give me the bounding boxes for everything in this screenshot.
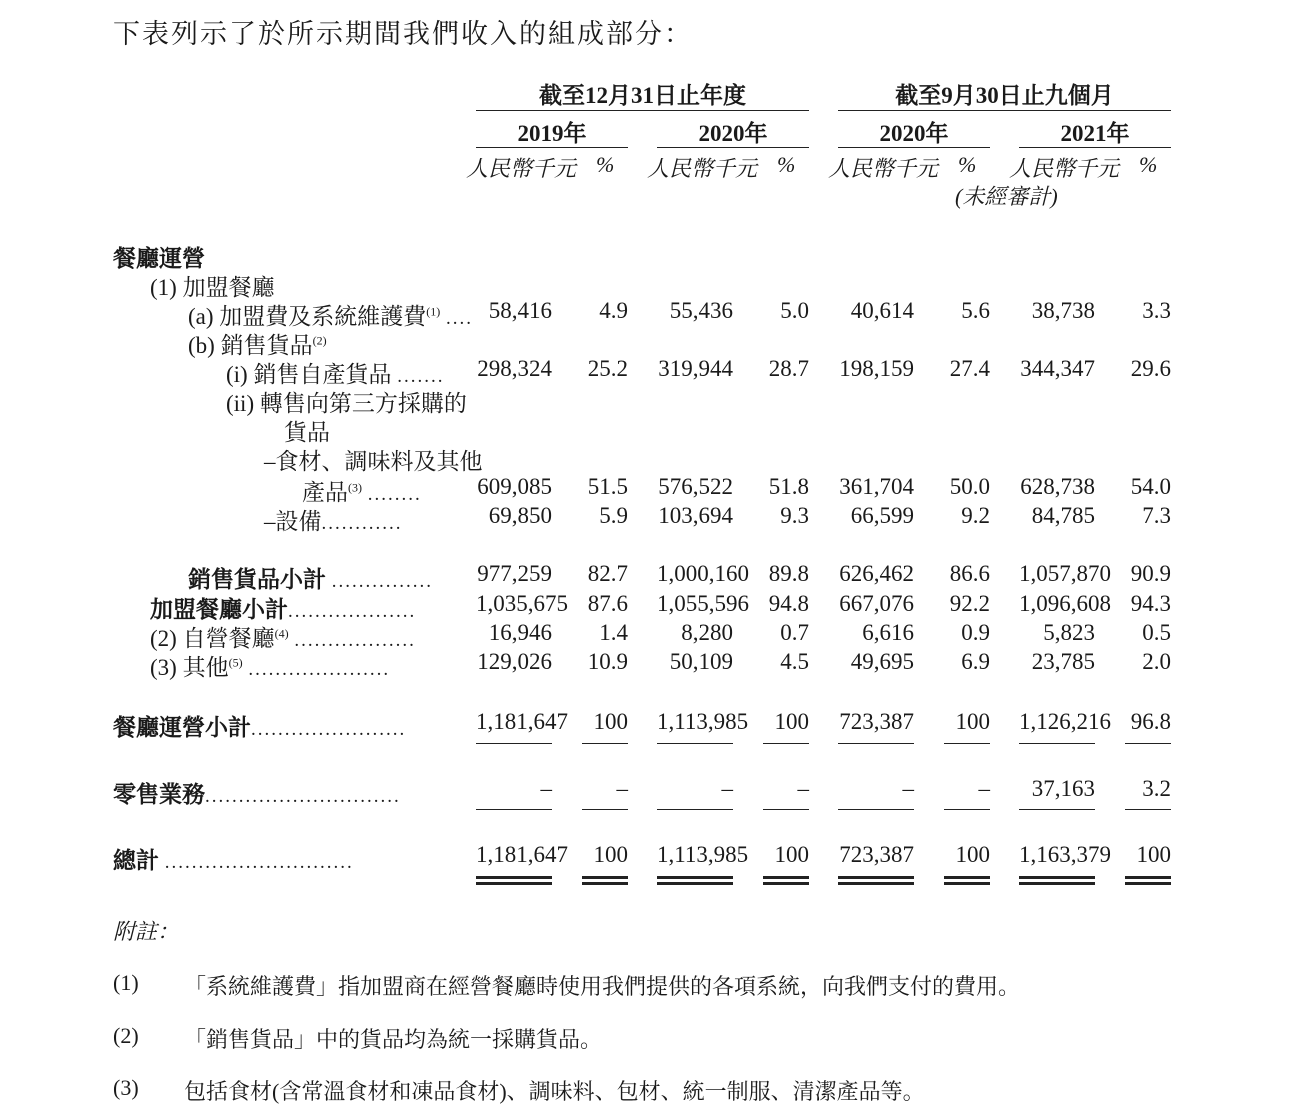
cell-equip-5: 9.2 [961, 503, 990, 528]
rule-year-2020-nine [838, 147, 990, 148]
rule-group2 [838, 110, 1171, 111]
cell-r2-0: 16,946 [488, 620, 552, 645]
cell-rest_sub-4: 723,387 [839, 709, 914, 734]
cell-retail-5: – [978, 776, 990, 801]
cell-goods_sub-4: 626,462 [839, 561, 914, 586]
rule-restaurant-subtotal [763, 743, 809, 744]
cell-fr_sub-7: 94.3 [1130, 591, 1171, 616]
rule-retail [1125, 809, 1171, 810]
unit-pct: % [596, 152, 615, 177]
note-num: (1) [113, 970, 139, 995]
cell-r1bi-4: 198,159 [839, 356, 914, 381]
cell-r1a-1: 4.9 [599, 298, 628, 323]
cell-fr_sub-2: 1,055,596 [657, 591, 749, 616]
note-text: 「系統維護費」指加盟商在經營餐廳時使用我們提供的各項系統，向我們支付的費用。 [184, 974, 1021, 999]
row-label-fees: (a) 加盟費及系統維護費$^{(1)}$ .... [188, 304, 474, 329]
rule-restaurant-subtotal [582, 743, 628, 744]
notes-title: 附註： [113, 919, 180, 944]
cell-r1bi-3: 28.7 [768, 356, 809, 381]
unit-rmb: 人民幣千元 [466, 156, 577, 181]
cell-total-2: 1,113,985 [657, 842, 749, 867]
row-label-food-cont: 產品$^{(3)}$ ........ [302, 480, 422, 505]
cell-equip-4: 66,599 [850, 503, 914, 528]
cell-r1a-4: 40,614 [850, 298, 914, 323]
rule-total-double [763, 876, 809, 885]
cell-goods_sub-0: 977,259 [477, 561, 552, 586]
rule-restaurant-subtotal [838, 743, 914, 744]
cell-r3-3: 4.5 [780, 649, 809, 674]
cell-food-1: 51.5 [587, 474, 628, 499]
cell-r1bi-5: 27.4 [949, 356, 990, 381]
header-group-nine-months: 截至9月30日止九個月 [895, 83, 1114, 108]
cell-r1bi-2: 319,944 [658, 356, 733, 381]
unit-pct: % [777, 152, 796, 177]
cell-retail-3: – [797, 776, 809, 801]
rule-total-double [1019, 876, 1095, 885]
header-year-2019: 2019年 [517, 121, 587, 146]
rule-restaurant-subtotal [1125, 743, 1171, 744]
cell-goods_sub-6: 1,057,870 [1019, 561, 1111, 586]
rule-restaurant-subtotal [657, 743, 733, 744]
cell-total-7: 100 [1136, 842, 1171, 867]
rule-year-2020 [657, 147, 809, 148]
rule-retail [944, 809, 990, 810]
section-title: 餐廳運營 [113, 246, 205, 271]
cell-rest_sub-3: 100 [774, 709, 809, 734]
rule-total-double [1125, 876, 1171, 885]
cell-food-0: 609,085 [477, 474, 552, 499]
cell-food-7: 54.0 [1130, 474, 1171, 499]
cell-fr_sub-0: 1,035,675 [476, 591, 568, 616]
cell-r2-3: 0.7 [780, 620, 809, 645]
cell-total-6: 1,163,379 [1019, 842, 1111, 867]
rule-year-2021-nine [1019, 147, 1171, 148]
cell-food-5: 50.0 [949, 474, 990, 499]
cell-r1a-5: 5.6 [961, 298, 990, 323]
unit-rmb: 人民幣千元 [828, 156, 939, 181]
cell-total-1: 100 [593, 842, 628, 867]
cell-retail-6: 37,163 [1031, 776, 1095, 801]
header-year-2020: 2020年 [698, 121, 768, 146]
cell-equip-6: 84,785 [1031, 503, 1095, 528]
unit-unaudited: (未經審計) [955, 184, 1058, 209]
cell-rest_sub-0: 1,181,647 [476, 709, 568, 734]
cell-r2-5: 0.9 [961, 620, 990, 645]
cell-r3-5: 6.9 [961, 649, 990, 674]
rule-retail [582, 809, 628, 810]
cell-total-3: 100 [774, 842, 809, 867]
note-num: (3) [113, 1075, 139, 1100]
cell-r1a-3: 5.0 [780, 298, 809, 323]
cell-food-2: 576,522 [658, 474, 733, 499]
cell-r2-4: 6,616 [862, 620, 914, 645]
row-label-restaurant-subtotal: 餐廳運營小計....................... [113, 715, 407, 740]
cell-fr_sub-3: 94.8 [768, 591, 809, 616]
rule-retail [838, 809, 914, 810]
cell-r1a-2: 55,436 [669, 298, 733, 323]
cell-fr_sub-4: 667,076 [839, 591, 914, 616]
rule-total-double [657, 876, 733, 885]
cell-r2-2: 8,280 [681, 620, 733, 645]
cell-r3-4: 49,695 [850, 649, 914, 674]
cell-goods_sub-7: 90.9 [1130, 561, 1171, 586]
rule-retail [476, 809, 552, 810]
cell-equip-7: 7.3 [1142, 503, 1171, 528]
unit-pct: % [958, 152, 977, 177]
cell-goods_sub-5: 86.6 [949, 561, 990, 586]
rule-group1 [476, 110, 809, 111]
row-label-self-produced: (i) 銷售自產貨品 ....... [226, 362, 445, 387]
cell-total-0: 1,181,647 [476, 842, 568, 867]
cell-r1bi-6: 344,347 [1020, 356, 1095, 381]
cell-retail-2: – [721, 776, 733, 801]
cell-retail-0: – [540, 776, 552, 801]
row-label-franchise-subtotal: 加盟餐廳小計................... [150, 597, 417, 622]
cell-r1bi-0: 298,324 [477, 356, 552, 381]
row-label-goods: (b) 銷售貨品$^{(2)}$ [188, 333, 327, 358]
row-label-retail: 零售業務............................. [113, 782, 401, 807]
row-label-resale: (ii) 轉售向第三方採購的 [226, 391, 467, 416]
cell-r3-2: 50,109 [669, 649, 733, 674]
row-label-food: –食材、調味料及其他 [264, 449, 483, 474]
cell-r3-1: 10.9 [587, 649, 628, 674]
note-text: 「銷售貨品」中的貨品均為統一採購貨品。 [184, 1027, 603, 1052]
cell-total-4: 723,387 [839, 842, 914, 867]
cell-rest_sub-6: 1,126,216 [1019, 709, 1111, 734]
rule-restaurant-subtotal [944, 743, 990, 744]
note-text: 包括食材(含常溫食材和凍品食材)、調味料、包材、統一制服、清潔產品等。 [184, 1079, 925, 1104]
row-label-total: 總計 ............................ [113, 848, 354, 873]
cell-r2-1: 1.4 [599, 620, 628, 645]
row-label-goods-subtotal: 銷售貨品小計 ............... [188, 567, 433, 592]
header-year-2021-nine: 2021年 [1060, 121, 1130, 146]
rule-retail [1019, 809, 1095, 810]
cell-goods_sub-2: 1,000,160 [657, 561, 749, 586]
row-label-equipment: –設備............ [264, 509, 403, 534]
cell-total-5: 100 [955, 842, 990, 867]
rule-retail [657, 809, 733, 810]
row-label-others: (3) 其他$^{(5)}$ ..................... [150, 655, 391, 680]
intro-text: 下表列示了於所示期間我們收入的組成部分： [113, 19, 693, 49]
cell-retail-1: – [616, 776, 628, 801]
cell-r1a-6: 38,738 [1031, 298, 1095, 323]
unit-pct: % [1139, 152, 1158, 177]
unit-rmb: 人民幣千元 [1009, 156, 1120, 181]
rule-restaurant-subtotal [1019, 743, 1095, 744]
cell-goods_sub-3: 89.8 [768, 561, 809, 586]
header-group-year-end: 截至12月31日止年度 [539, 83, 746, 108]
cell-fr_sub-5: 92.2 [949, 591, 990, 616]
cell-retail-7: 3.2 [1142, 776, 1171, 801]
unit-rmb: 人民幣千元 [647, 156, 758, 181]
cell-r2-6: 5,823 [1043, 620, 1095, 645]
note-num: (2) [113, 1023, 139, 1048]
cell-r2-7: 0.5 [1142, 620, 1171, 645]
cell-r3-6: 23,785 [1031, 649, 1095, 674]
cell-rest_sub-1: 100 [593, 709, 628, 734]
cell-rest_sub-5: 100 [955, 709, 990, 734]
cell-fr_sub-1: 87.6 [587, 591, 628, 616]
cell-goods_sub-1: 82.7 [587, 561, 628, 586]
cell-r3-7: 2.0 [1142, 649, 1171, 674]
rule-retail [763, 809, 809, 810]
cell-r1bi-1: 25.2 [587, 356, 628, 381]
cell-equip-3: 9.3 [780, 503, 809, 528]
row-label-self-operated: (2) 自營餐廳$^{(4)}$ .................. [150, 626, 416, 651]
cell-r1bi-7: 29.6 [1130, 356, 1171, 381]
cell-retail-4: – [902, 776, 914, 801]
rule-total-double [944, 876, 990, 885]
cell-fr_sub-6: 1,096,608 [1019, 591, 1111, 616]
header-year-2020-nine: 2020年 [879, 121, 949, 146]
rule-restaurant-subtotal [476, 743, 552, 744]
row-label-resale-cont: 貨品 [284, 420, 330, 445]
rule-year-2019 [476, 147, 628, 148]
cell-r3-0: 129,026 [477, 649, 552, 674]
rule-total-double [838, 876, 914, 885]
cell-equip-1: 5.9 [599, 503, 628, 528]
cell-equip-0: 69,850 [488, 503, 552, 528]
cell-equip-2: 103,694 [658, 503, 733, 528]
cell-rest_sub-2: 1,113,985 [657, 709, 749, 734]
rule-total-double [582, 876, 628, 885]
cell-rest_sub-7: 96.8 [1130, 709, 1171, 734]
rule-total-double [476, 876, 552, 885]
row-label-franchise: (1) 加盟餐廳 [150, 275, 275, 300]
cell-food-3: 51.8 [768, 474, 809, 499]
cell-r1a-0: 58,416 [488, 298, 552, 323]
cell-food-6: 628,738 [1020, 474, 1095, 499]
cell-food-4: 361,704 [839, 474, 914, 499]
cell-r1a-7: 3.3 [1142, 298, 1171, 323]
